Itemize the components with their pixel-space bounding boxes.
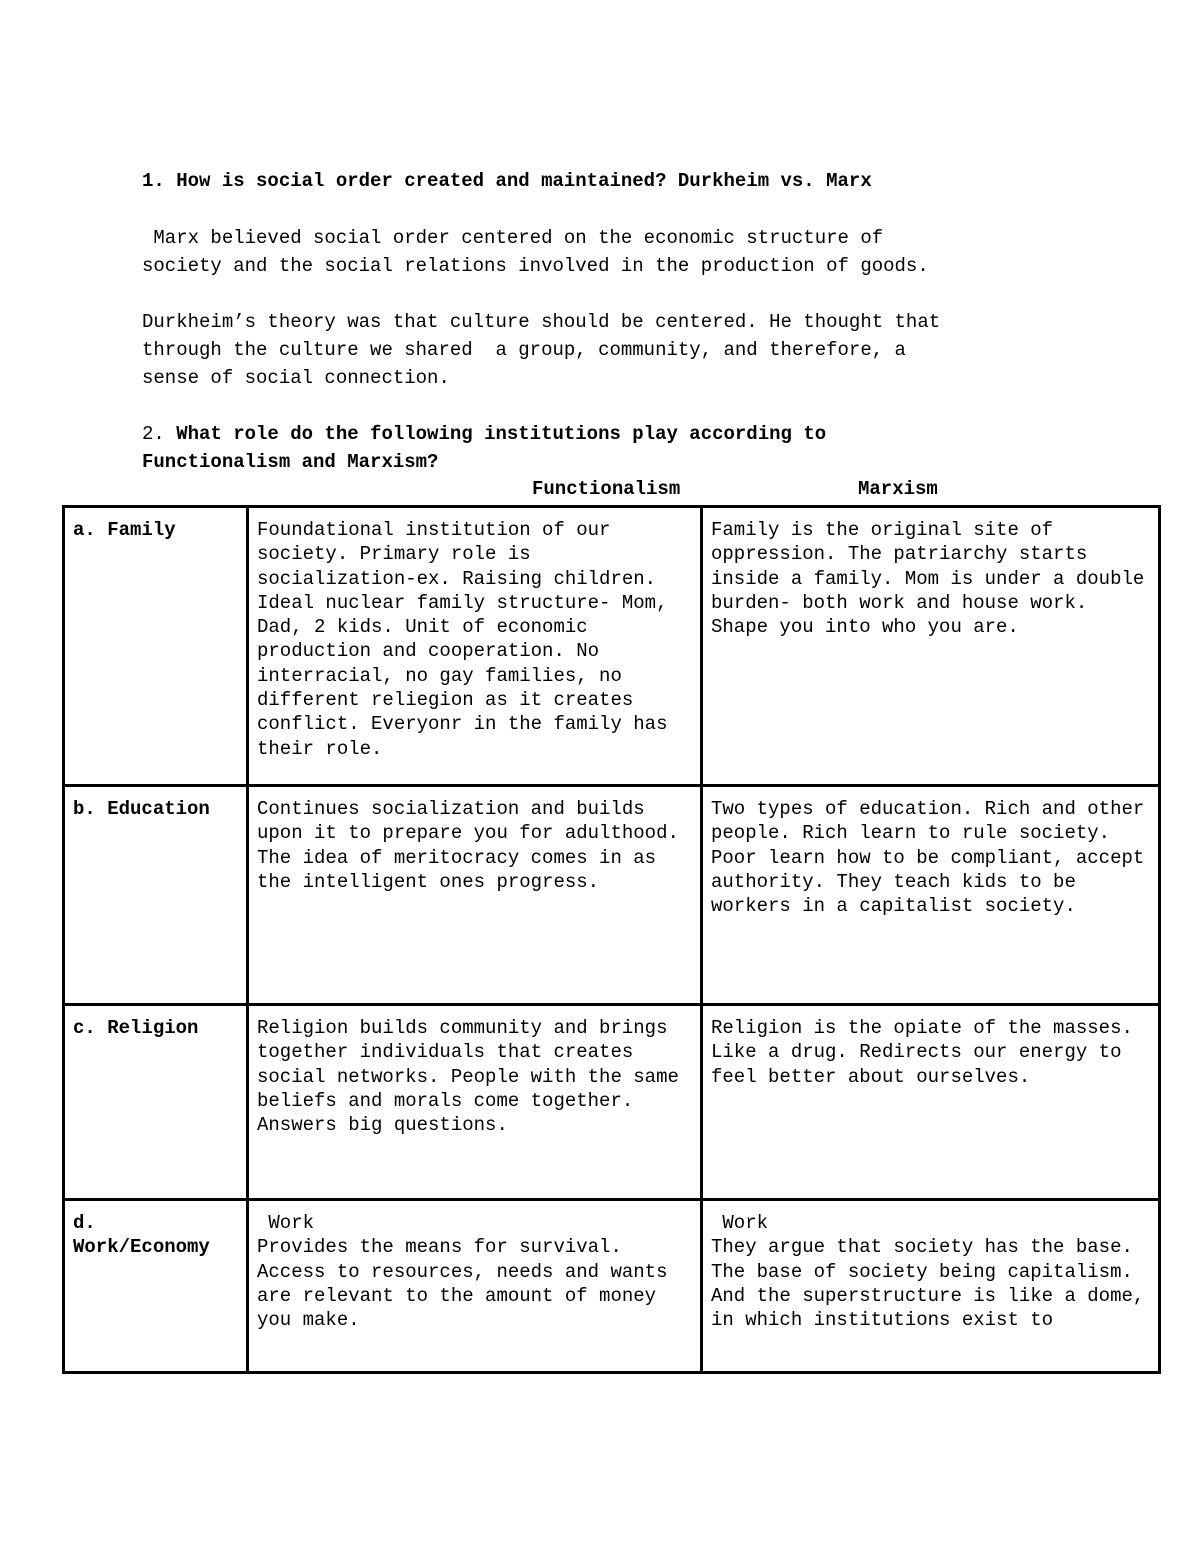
row-label-work-economy: d. Work/Economy <box>64 1200 248 1373</box>
table-row-work-economy <box>64 1200 1160 1373</box>
table-row-religion <box>64 1005 1160 1200</box>
question-2-number: 2. <box>142 423 165 445</box>
question-1-paragraph-marx: Marx believed social order centered on the economic structure of society and the social relations involved in the production of goods. <box>142 227 929 277</box>
question-2-title <box>142 420 826 476</box>
question-1-paragraph-durkheim: Durkheim’s theory was that culture should be centered. He thought that through the culture we shared a group, community, and therefore, a sense of social connection. <box>142 311 941 389</box>
family-functionalism-cell: Foundational institution of our society. Primary role is socialization-ex. Raising children. Ideal nuclear family structure- Mom, Dad, 2 kids. Unit of economic production and cooperation. No interracial, no gay families, no different reliegion as it creates conflict. Everyonr in the family has their role. <box>248 507 702 786</box>
row-label-religion: c. Religion <box>64 1005 248 1200</box>
question-2-text: What role do the following institutions play according to Functionalism and Marxism? <box>142 423 827 473</box>
row-label-education: b. Education <box>64 786 248 1005</box>
religion-functionalism-cell: Religion builds community and brings together individuals that creates social networks. People with the same beliefs and morals come together. Answers big questions. <box>248 1005 702 1200</box>
question-1-title: 1. How is social order created and maintained? Durkheim vs. Marx <box>142 170 872 192</box>
education-functionalism-cell: Continues socialization and builds upon it to prepare you for adulthood. The idea of meritocracy comes in as the intelligent ones progress. <box>248 786 702 1005</box>
religion-marxism-cell: Religion is the opiate of the masses. Like a drug. Redirects our energy to feel better about ourselves. <box>702 1005 1160 1200</box>
column-header-functionalism: Functionalism <box>532 478 681 500</box>
column-header-marxism: Marxism <box>858 478 938 500</box>
work-economy-functionalism-cell: Work Provides the means for survival. Access to resources, needs and wants are relevant to the amount of money you make. <box>248 1200 702 1373</box>
work-economy-marxism-cell: Work They argue that society has the base. The base of society being capitalism. And the superstructure is like a dome, in which institutions exist to <box>702 1200 1160 1373</box>
row-label-family: a. Family <box>64 507 248 786</box>
table-row-education <box>64 786 1160 1005</box>
institutions-table <box>62 505 1161 1374</box>
education-marxism-cell: Two types of education. Rich and other people. Rich learn to rule society. Poor learn how to be compliant, accept authority. They teach kids to be workers in a capitalist society. <box>702 786 1160 1005</box>
table-row-family <box>64 507 1160 786</box>
family-marxism-cell: Family is the original site of oppression. The patriarchy starts inside a family. Mom is under a double burden- both work and house work. Shape you into who you are. <box>702 507 1160 786</box>
